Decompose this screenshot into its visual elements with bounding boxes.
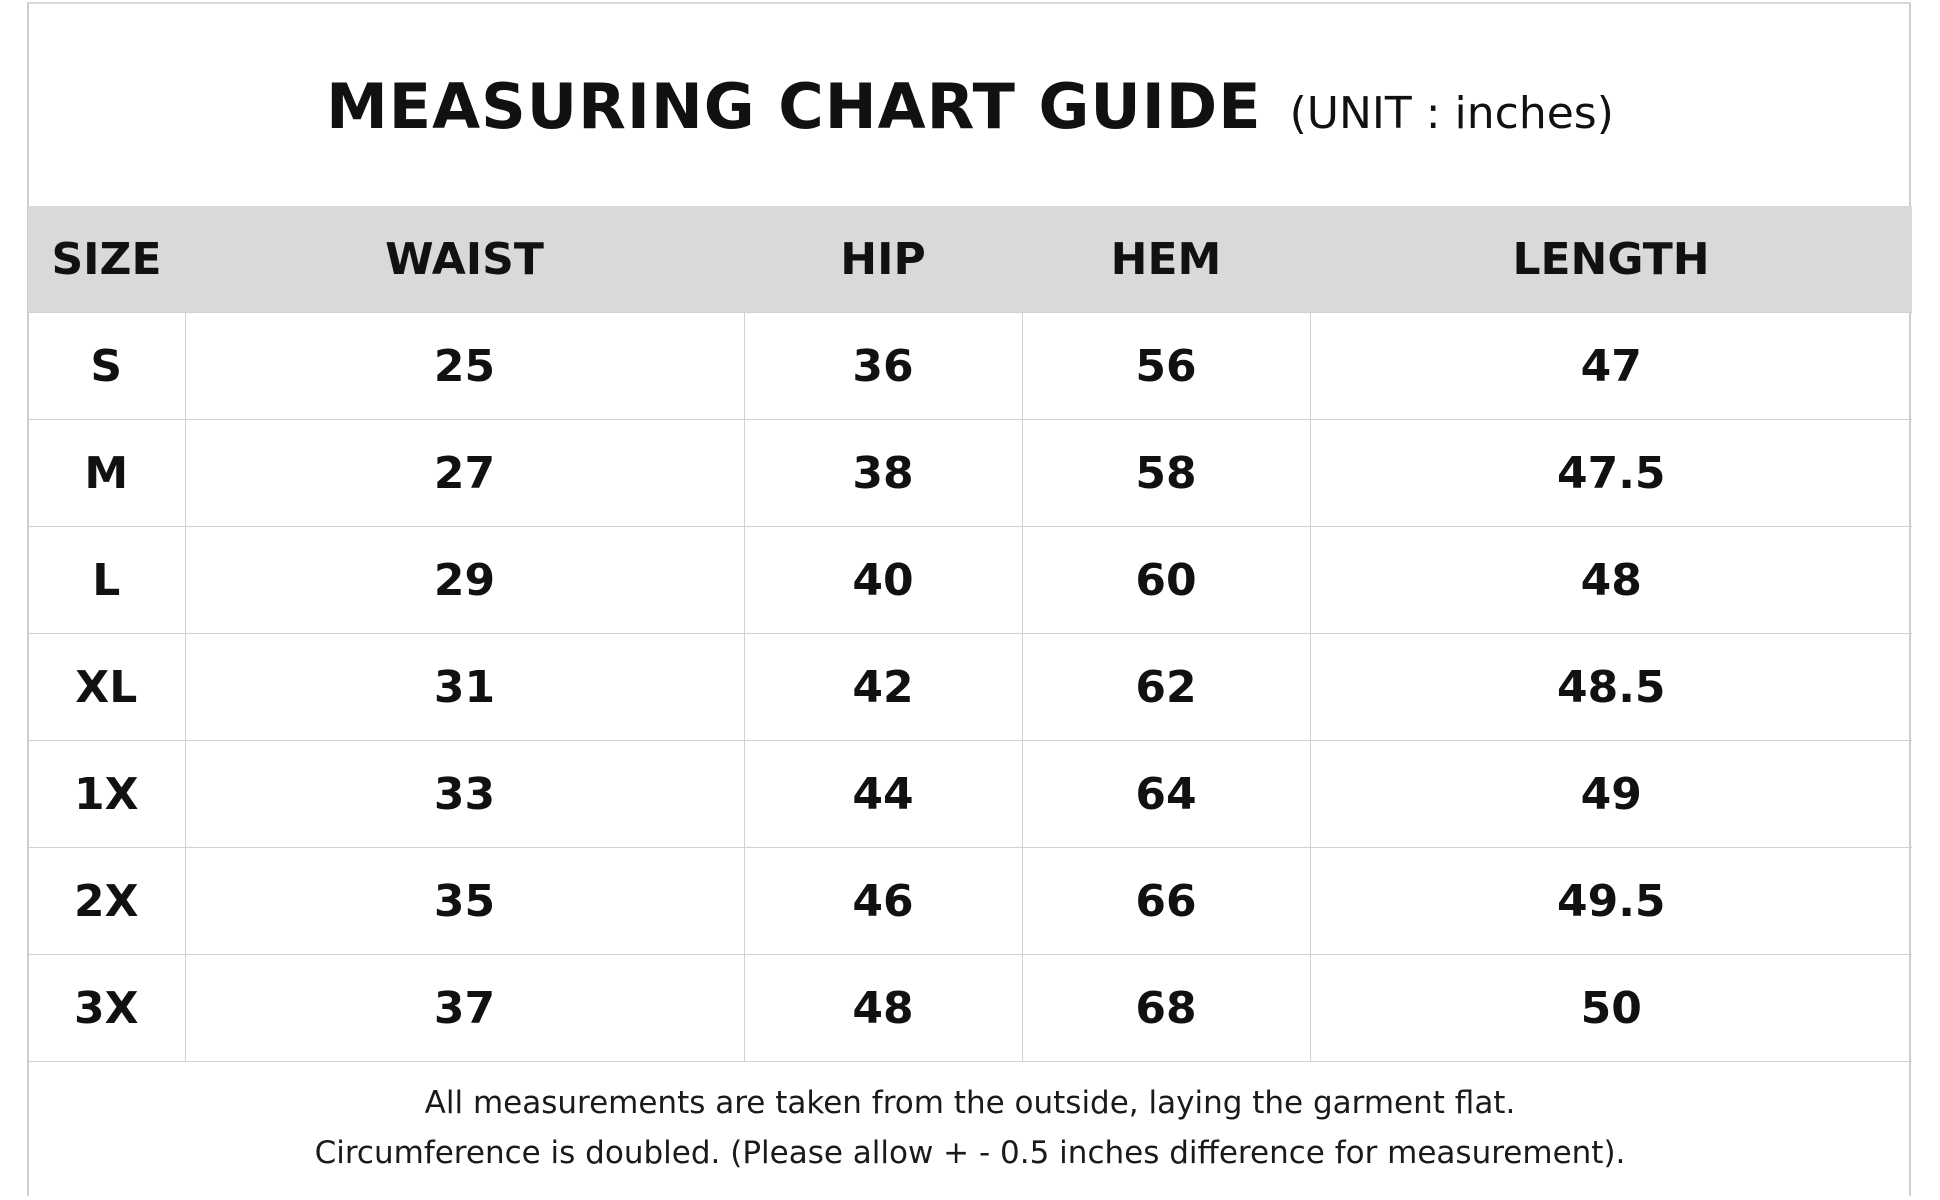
cell-length: 48 — [1310, 527, 1912, 634]
note-line-2: Circumference is doubled. (Please allow + - 0.5 inches difference for measurement). — [314, 1135, 1626, 1171]
measurement-notes — [0, 1078, 1940, 1178]
cell-waist: 35 — [185, 848, 744, 955]
cell-length: 47.5 — [1310, 420, 1912, 527]
cell-hem: 56 — [1022, 313, 1310, 420]
cell-length: 50 — [1310, 955, 1912, 1062]
cell-waist: 25 — [185, 313, 744, 420]
cell-size: S — [28, 313, 185, 420]
cell-hem: 64 — [1022, 741, 1310, 848]
table-row — [28, 313, 1912, 420]
header-row — [28, 206, 1912, 313]
cell-size: M — [28, 420, 185, 527]
cell-hip: 38 — [744, 420, 1022, 527]
cell-waist: 33 — [185, 741, 744, 848]
cell-size: 3X — [28, 955, 185, 1062]
cell-hem: 68 — [1022, 955, 1310, 1062]
cell-waist: 37 — [185, 955, 744, 1062]
table-row — [28, 634, 1912, 741]
cell-hem: 60 — [1022, 527, 1310, 634]
cell-length: 47 — [1310, 313, 1912, 420]
table-row — [28, 420, 1912, 527]
cell-length: 49 — [1310, 741, 1912, 848]
table-row — [28, 848, 1912, 955]
cell-length: 49.5 — [1310, 848, 1912, 955]
table-row — [28, 741, 1912, 848]
cell-size: XL — [28, 634, 185, 741]
cell-hip: 42 — [744, 634, 1022, 741]
cell-length: 48.5 — [1310, 634, 1912, 741]
cell-size: 1X — [28, 741, 185, 848]
header-hip: HIP — [744, 206, 1022, 313]
header-length: LENGTH — [1310, 206, 1912, 313]
cell-waist: 31 — [185, 634, 744, 741]
table-row — [28, 955, 1912, 1062]
title-row — [0, 70, 1940, 143]
cell-hem: 62 — [1022, 634, 1310, 741]
cell-hip: 44 — [744, 741, 1022, 848]
cell-waist: 29 — [185, 527, 744, 634]
cell-waist: 27 — [185, 420, 744, 527]
table-row — [28, 527, 1912, 634]
cell-hip: 40 — [744, 527, 1022, 634]
unit-label: (UNIT : inches) — [1289, 88, 1614, 139]
page-title: MEASURING CHART GUIDE — [326, 70, 1262, 143]
header-hem: HEM — [1022, 206, 1310, 313]
header-waist: WAIST — [185, 206, 744, 313]
note-line-1: All measurements are taken from the outside, laying the garment flat. — [424, 1085, 1516, 1121]
cell-hip: 46 — [744, 848, 1022, 955]
cell-hip: 48 — [744, 955, 1022, 1062]
cell-hem: 58 — [1022, 420, 1310, 527]
cell-hip: 36 — [744, 313, 1022, 420]
cell-size: L — [28, 527, 185, 634]
cell-hem: 66 — [1022, 848, 1310, 955]
cell-size: 2X — [28, 848, 185, 955]
header-size: SIZE — [28, 206, 185, 313]
size-table — [28, 206, 1912, 1062]
